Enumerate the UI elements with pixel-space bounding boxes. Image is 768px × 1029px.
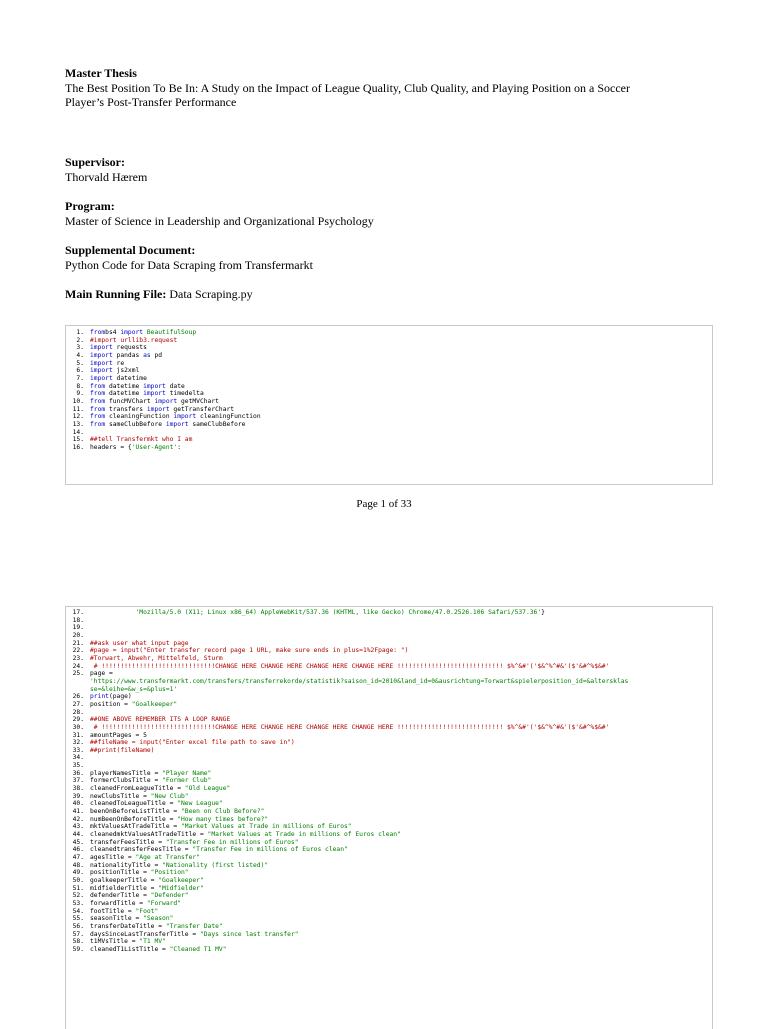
- line-number: 15.: [72, 436, 84, 444]
- code-token: page =: [90, 670, 113, 678]
- line-number: 54.: [72, 907, 84, 915]
- code-line: [70, 931, 708, 939]
- line-number: 28.: [72, 708, 84, 716]
- code-token: "T1 MV": [139, 938, 166, 946]
- code-line: [70, 429, 708, 437]
- supplemental-description: Python Code for Data Scraping from Transfermarkt: [65, 257, 313, 272]
- line-number: 51.: [72, 884, 84, 892]
- line-number: 16.: [72, 443, 84, 451]
- line-number: 14.: [72, 428, 84, 436]
- line-number: 27.: [72, 700, 84, 708]
- code-token: cleanedToLeagueTitle =: [90, 800, 178, 808]
- line-number: 55.: [72, 915, 84, 923]
- line-number: 22.: [72, 647, 84, 655]
- code-line: [70, 352, 708, 360]
- line-number: 32.: [72, 739, 84, 747]
- code-token: "New League": [177, 800, 223, 808]
- code-token: :: [177, 443, 181, 451]
- code-token: cleaningFunction: [105, 413, 174, 421]
- code-line: [70, 337, 708, 345]
- line-number: 12.: [72, 413, 84, 421]
- line-number: 49.: [72, 869, 84, 877]
- code-token: ##print(fileName): [90, 746, 155, 754]
- code-line: [70, 609, 708, 617]
- code-token: from: [90, 420, 106, 428]
- code-token: "Transfer Fee in millions of Euros clean": [192, 846, 348, 854]
- code-line: [70, 754, 708, 762]
- line-number: 4.: [76, 351, 84, 359]
- code-token: datetime: [112, 374, 147, 382]
- line-number: 25.: [72, 670, 84, 678]
- line-number: 29.: [72, 716, 84, 724]
- code-token: 'Mozilla/5.0 (X11; Linux x86_64) AppleWebKit/537.36 (KHTML, like Gecko) Chrome/47.0.2526.106 Safari/537.36': [135, 609, 542, 616]
- code-line: [70, 739, 708, 747]
- code-token: "Old League": [184, 785, 231, 793]
- line-number: 53.: [72, 899, 84, 907]
- code-token: from: [90, 413, 106, 421]
- code-token: beenOnBeforeListTitle =: [90, 808, 181, 816]
- code-token: import: [90, 351, 113, 359]
- program-name: Master of Science in Leadership and Organizational Psychology: [65, 213, 374, 228]
- code-token: import: [146, 405, 170, 413]
- main-file-section: [65, 287, 705, 302]
- code-token: datetime: [105, 382, 144, 390]
- code-line: [70, 663, 708, 671]
- code-token: playerNamesTitle =: [90, 769, 163, 777]
- code-line: [70, 938, 708, 946]
- main-file-name: Data Scraping.py: [169, 287, 253, 301]
- code-token: sameClubBefore: [188, 420, 246, 428]
- code-token: from: [90, 382, 106, 390]
- code-line: [70, 770, 708, 778]
- code-line: [70, 892, 708, 900]
- code-token: cleaningFunction: [196, 413, 261, 421]
- line-number: 18.: [72, 616, 84, 624]
- line-number: 59.: [72, 945, 84, 953]
- code-token: (page): [108, 693, 132, 701]
- code-token: positionTitle =: [90, 869, 151, 877]
- code-token: import: [143, 390, 166, 398]
- code-token: "Midfielder": [158, 884, 204, 892]
- line-number: 19.: [72, 624, 84, 632]
- line-number: 38.: [72, 785, 84, 793]
- code-token: import: [154, 397, 178, 405]
- code-token: cleanedmktValuesAtTradeTitle =: [90, 831, 208, 839]
- code-token: pd: [150, 351, 163, 359]
- line-number: 5.: [76, 359, 84, 367]
- line-number: 45.: [72, 838, 84, 846]
- code-line: [70, 436, 708, 444]
- code-token: seasonTitle =: [90, 915, 144, 923]
- line-number: 2.: [76, 336, 84, 344]
- code-line: [70, 716, 708, 724]
- code-line: [70, 823, 708, 831]
- code-token: "Foot": [135, 907, 159, 915]
- code-token: from: [90, 405, 106, 413]
- code-line: [70, 747, 708, 755]
- code-token: ##tell Transfermkt who I am: [90, 436, 193, 444]
- code-line: [70, 329, 708, 337]
- code-line: [70, 686, 708, 694]
- code-token: "Season": [143, 915, 174, 923]
- code-line: [70, 344, 708, 352]
- line-number: 33.: [72, 746, 84, 754]
- code-token: import: [173, 413, 197, 421]
- line-number: 50.: [72, 876, 84, 884]
- code-line: [70, 398, 708, 406]
- code-token: [90, 609, 136, 616]
- code-block-page2: [65, 606, 713, 1029]
- line-number: 36.: [72, 769, 84, 777]
- supplemental-label: Supplemental Document:: [65, 243, 196, 257]
- code-line: [70, 885, 708, 893]
- code-token: footTitle =: [90, 907, 136, 915]
- code-token: cleanedFromLeagueTitle =: [90, 785, 185, 793]
- line-number: 40.: [72, 800, 84, 808]
- code-token: forwardTitle =: [90, 899, 147, 907]
- code-token: headers = {: [90, 443, 132, 451]
- code-token: transferFeesTitle =: [90, 838, 166, 846]
- code-token: "Forward": [146, 899, 181, 907]
- code-token: transferDateTitle =: [90, 922, 166, 930]
- code-line: [70, 413, 708, 421]
- code-line: [70, 846, 708, 854]
- code-token: # !!!!!!!!!!!!!!!!!!!!!!!!!!!!!!CHANGE HERE CHANGE HERE CHANGE HERE CHANGE HERE !!!!!!!!!!!!!!!!!!!!!!!!!!!! $%^&#'('$&^%^#&'($'&#^%$&#': [90, 662, 610, 670]
- code-line: [70, 360, 708, 368]
- code-token: 'https://www.transfermarkt.com/transfers/transferrekorde/statistik?saison_id=2010&land_id=0&ausrichtung=Torwart&spielerposition_id=&altersklas: [90, 677, 629, 685]
- code-line: [70, 624, 708, 632]
- code-token: t1MVsTitle =: [90, 938, 140, 946]
- code-token: "Market Values at Trade in millions of Euros": [181, 823, 352, 831]
- code-token: sameClubBefore: [105, 420, 166, 428]
- line-number: 43.: [72, 823, 84, 831]
- code-line: [70, 831, 708, 839]
- program-section: [65, 199, 705, 228]
- code-line: [70, 421, 708, 429]
- line-number: 48.: [72, 861, 84, 869]
- code-token: from: [90, 390, 106, 398]
- code-token: getMVChart: [177, 397, 219, 405]
- code-token: "Goalkeeper": [131, 700, 178, 708]
- line-number: 3.: [76, 344, 84, 352]
- program-label: Program:: [65, 199, 115, 213]
- code-line: [70, 701, 708, 709]
- code-token: "Transfer Fee in millions of Euros": [165, 838, 299, 846]
- line-number: 26.: [72, 693, 84, 701]
- code-line: [70, 406, 708, 414]
- code-token: "Nationality (first listed)": [162, 861, 269, 869]
- thesis-title-line2: Player’s Post-Transfer Performance: [65, 95, 237, 109]
- code-token: defenderTitle =: [90, 892, 151, 900]
- code-token: agesTitle =: [90, 854, 136, 861]
- code-token: se=&leihe=&w_s=&plus=1': [90, 685, 178, 693]
- code-token: "Transfer Date": [165, 922, 223, 930]
- code-token: numBeenOnBeforeTitle =: [90, 815, 178, 823]
- code-token: "Position": [150, 869, 189, 877]
- supplemental-section: [65, 243, 705, 272]
- code-token: amountPages = 5: [90, 731, 147, 739]
- code-line: [70, 655, 708, 663]
- code-token: pandas: [112, 351, 144, 359]
- line-number: 24.: [72, 662, 84, 670]
- code-line: [70, 724, 708, 732]
- code-token: #import urllib3.request: [90, 336, 178, 344]
- code-line: [70, 777, 708, 785]
- thesis-title-line1: The Best Position To Be In: A Study on the Impact of League Quality, Club Quality, and Playing Position on a Soccer: [65, 80, 630, 95]
- line-number: 34.: [72, 754, 84, 762]
- line-number: 58.: [72, 938, 84, 946]
- line-number: 23.: [72, 654, 84, 662]
- code-line: [70, 375, 708, 383]
- line-number: 57.: [72, 930, 84, 938]
- code-token: from: [90, 329, 106, 336]
- code-token: "Days since last transfer": [199, 930, 299, 938]
- code-token: ##fileName = input("Enter excel file path to save in"): [90, 739, 295, 747]
- code-line: [70, 923, 708, 931]
- main-file-label: Main Running File:: [65, 287, 167, 301]
- code-token: "Cleaned T1 MV": [169, 945, 227, 953]
- code-line: [70, 854, 708, 862]
- code-token: bs4: [105, 329, 121, 336]
- code-token: nationalityTitle =: [90, 861, 163, 869]
- code-token: "Age at Transfer": [135, 854, 200, 861]
- code-token: timedelta: [165, 390, 204, 398]
- code-line: [70, 869, 708, 877]
- code-line: [70, 900, 708, 908]
- thesis-header: [65, 66, 705, 110]
- code-token: newClubsTitle =: [90, 792, 151, 800]
- code-token: BeautifulSoup: [143, 329, 197, 336]
- line-number: 11.: [72, 405, 84, 413]
- code-token: import: [143, 382, 166, 390]
- line-number: 1.: [76, 329, 84, 336]
- code-token: "Player Name": [162, 769, 212, 777]
- line-number: 41.: [72, 808, 84, 816]
- code-line: [70, 670, 708, 678]
- line-number: 52.: [72, 892, 84, 900]
- line-number: 42.: [72, 815, 84, 823]
- line-number: 21.: [72, 639, 84, 647]
- code-token: "How many times before?": [177, 815, 269, 823]
- line-number: 39.: [72, 792, 84, 800]
- code-line: [70, 732, 708, 740]
- code-line: [70, 367, 708, 375]
- line-number: 31.: [72, 731, 84, 739]
- code-line: [70, 762, 708, 770]
- line-number: 37.: [72, 777, 84, 785]
- line-number: 46.: [72, 846, 84, 854]
- code-token: funcMVChart: [105, 397, 155, 405]
- line-number: 17.: [72, 609, 84, 616]
- line-number: 6.: [76, 367, 84, 375]
- line-number: 44.: [72, 831, 84, 839]
- code-line: [70, 383, 708, 391]
- code-token: date: [165, 382, 185, 390]
- code-token: "Been on Club Before?": [181, 808, 265, 816]
- code-token: cleanedT1ListTitle =: [90, 945, 170, 953]
- line-number: 10.: [72, 397, 84, 405]
- code-token: import: [90, 367, 113, 375]
- code-line: [70, 839, 708, 847]
- code-line: [70, 640, 708, 648]
- code-line: [70, 793, 708, 801]
- code-token: transfers: [105, 405, 147, 413]
- code-token: import: [165, 420, 189, 428]
- line-number: 7.: [76, 374, 84, 382]
- code-token: cleanedtransferFeesTitle =: [90, 846, 193, 854]
- line-number: 30.: [72, 723, 84, 731]
- code-token: import: [90, 359, 113, 367]
- code-token: getTransferChart: [169, 405, 235, 413]
- code-line: [70, 647, 708, 655]
- page-footer: Page 1 of 33: [356, 498, 412, 510]
- code-token: position =: [90, 700, 132, 708]
- code-token: datetime: [105, 390, 144, 398]
- code-token: daysSinceLastTransferTitle =: [90, 930, 200, 938]
- code-token: ##ask user what input page: [90, 639, 189, 647]
- code-line: [70, 444, 708, 452]
- code-line: [70, 877, 708, 885]
- line-number: 20.: [72, 631, 84, 639]
- code-token: }: [541, 609, 545, 616]
- code-token: "Former Club": [162, 777, 212, 785]
- code-token: formerClubsTitle =: [90, 777, 163, 785]
- line-number: 8.: [76, 382, 84, 390]
- code-line: [70, 908, 708, 916]
- code-token: import: [120, 329, 144, 336]
- code-block-page1: [65, 325, 713, 485]
- code-token: #page = input("Enter transfer record page 1 URL, make sure ends in plus=1%2Fpage: "): [90, 647, 409, 655]
- code-token: "Defender": [150, 892, 189, 900]
- supervisor-section: [65, 155, 705, 184]
- code-token: midfielderTitle =: [90, 884, 159, 892]
- code-line: [70, 390, 708, 398]
- code-token: # !!!!!!!!!!!!!!!!!!!!!!!!!!!!!!CHANGE HERE CHANGE HERE CHANGE HERE CHANGE HERE !!!!!!!!!!!!!!!!!!!!!!!!!!!! $%^&#'('$&^%^#&'($'&#^%$&#': [90, 723, 610, 731]
- line-number: 13.: [72, 420, 84, 428]
- code-token: import: [90, 344, 113, 352]
- code-line: [70, 693, 708, 701]
- code-line: [70, 632, 708, 640]
- code-token: as: [143, 351, 151, 359]
- code-token: "Goalkeeper": [158, 876, 204, 884]
- thesis-label: Master Thesis: [65, 66, 137, 80]
- code-token: #Torwart, Abwehr, Mittelfeld, Sturm: [90, 654, 223, 662]
- code-token: import: [90, 374, 113, 382]
- code-token: "New Club": [150, 792, 189, 800]
- code-line: [70, 678, 708, 686]
- line-number: 35.: [72, 762, 84, 770]
- code-line: [70, 785, 708, 793]
- code-line: [70, 862, 708, 870]
- code-line: [70, 800, 708, 808]
- code-token: goalkeeperTitle =: [90, 876, 159, 884]
- code-token: "Market Values at Trade in millions of Euros clean": [207, 831, 401, 839]
- line-number: 56.: [72, 922, 84, 930]
- supervisor-label: Supervisor:: [65, 155, 125, 169]
- code-token: js2xml: [112, 367, 140, 375]
- code-token: from: [90, 397, 106, 405]
- code-line: [70, 808, 708, 816]
- code-token: ##ONE ABOVE REMEMBER ITS A LOOP RANGE: [90, 716, 231, 724]
- code-line: [70, 816, 708, 824]
- code-line: [70, 617, 708, 625]
- code-token: print: [90, 693, 109, 701]
- code-line: [70, 946, 708, 954]
- code-token: re: [112, 359, 125, 367]
- supervisor-name: Thorvald Hærem: [65, 169, 148, 184]
- line-number: 47.: [72, 854, 84, 861]
- code-token: requests: [112, 344, 147, 352]
- line-number: 9.: [76, 390, 84, 398]
- code-line: [70, 709, 708, 717]
- code-token: 'User-Agent': [131, 443, 178, 451]
- code-token: mktValuesAtTradeTitle =: [90, 823, 181, 831]
- code-line: [70, 915, 708, 923]
